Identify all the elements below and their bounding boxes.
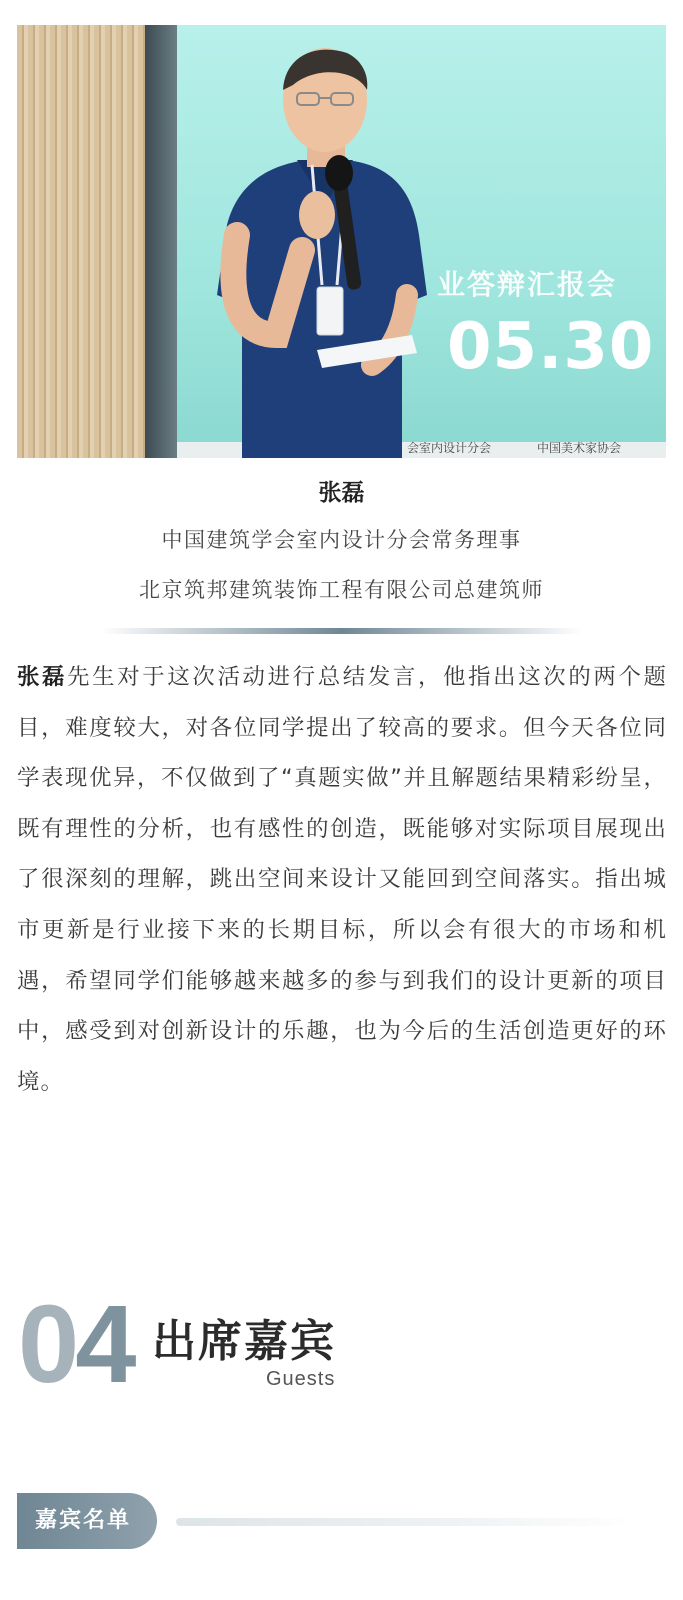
screen-text-date: 05.30 bbox=[447, 310, 655, 384]
speaker-figure bbox=[197, 35, 457, 458]
photo-shadow-gap bbox=[145, 25, 177, 458]
section-number-first: 0 bbox=[18, 1283, 76, 1406]
guest-list-tag: 嘉宾名单 bbox=[17, 1493, 157, 1549]
screen-text-organizer: 会室内设计分会 bbox=[407, 441, 492, 455]
paragraph-text: 先生对于这次活动进行总结发言，他指出这次的两个题目，难度较大，对各位同学提出了较高的要求。但今天各位同学表现优异，不仅做到了“真题实做”并且解题结果精彩纷呈，既有理性的分析，也有感性的创造，既能够对实际项目展现出了很深刻的理解，跳出空间来设计又能回到空间落实。指出城市更新是行业接下来的长期目标，所以会有很大的市场和机遇，希望同学们能够越来越多的参与到我们的设计更新的项目中，感受到对创新设计的乐趣，也为今后的生活创造更好的环境。 bbox=[17, 664, 667, 1095]
section-number bbox=[18, 1283, 133, 1406]
section-number-second: 4 bbox=[75, 1283, 133, 1406]
section-subtitle: Guests bbox=[266, 1368, 336, 1390]
screen-text-title: 业答辩汇报会 bbox=[437, 268, 618, 301]
speaker-photo bbox=[17, 25, 666, 458]
paragraph-speaker-name: 张磊 bbox=[17, 664, 68, 690]
body-paragraph bbox=[17, 652, 667, 1107]
speaker-title-1: 中国建筑学会室内设计分会常务理事 bbox=[161, 528, 522, 552]
wood-panel bbox=[17, 25, 145, 458]
speaker-name: 张磊 bbox=[318, 480, 365, 506]
gradient-divider bbox=[100, 628, 583, 634]
speaker-title-2: 北京筑邦建筑装饰工程有限公司总建筑师 bbox=[139, 578, 544, 602]
section-title: 出席嘉宾 bbox=[152, 1316, 336, 1367]
guest-list-underline bbox=[176, 1518, 636, 1526]
screen-text-organizer-2: 中国美术家协会 bbox=[537, 441, 622, 455]
